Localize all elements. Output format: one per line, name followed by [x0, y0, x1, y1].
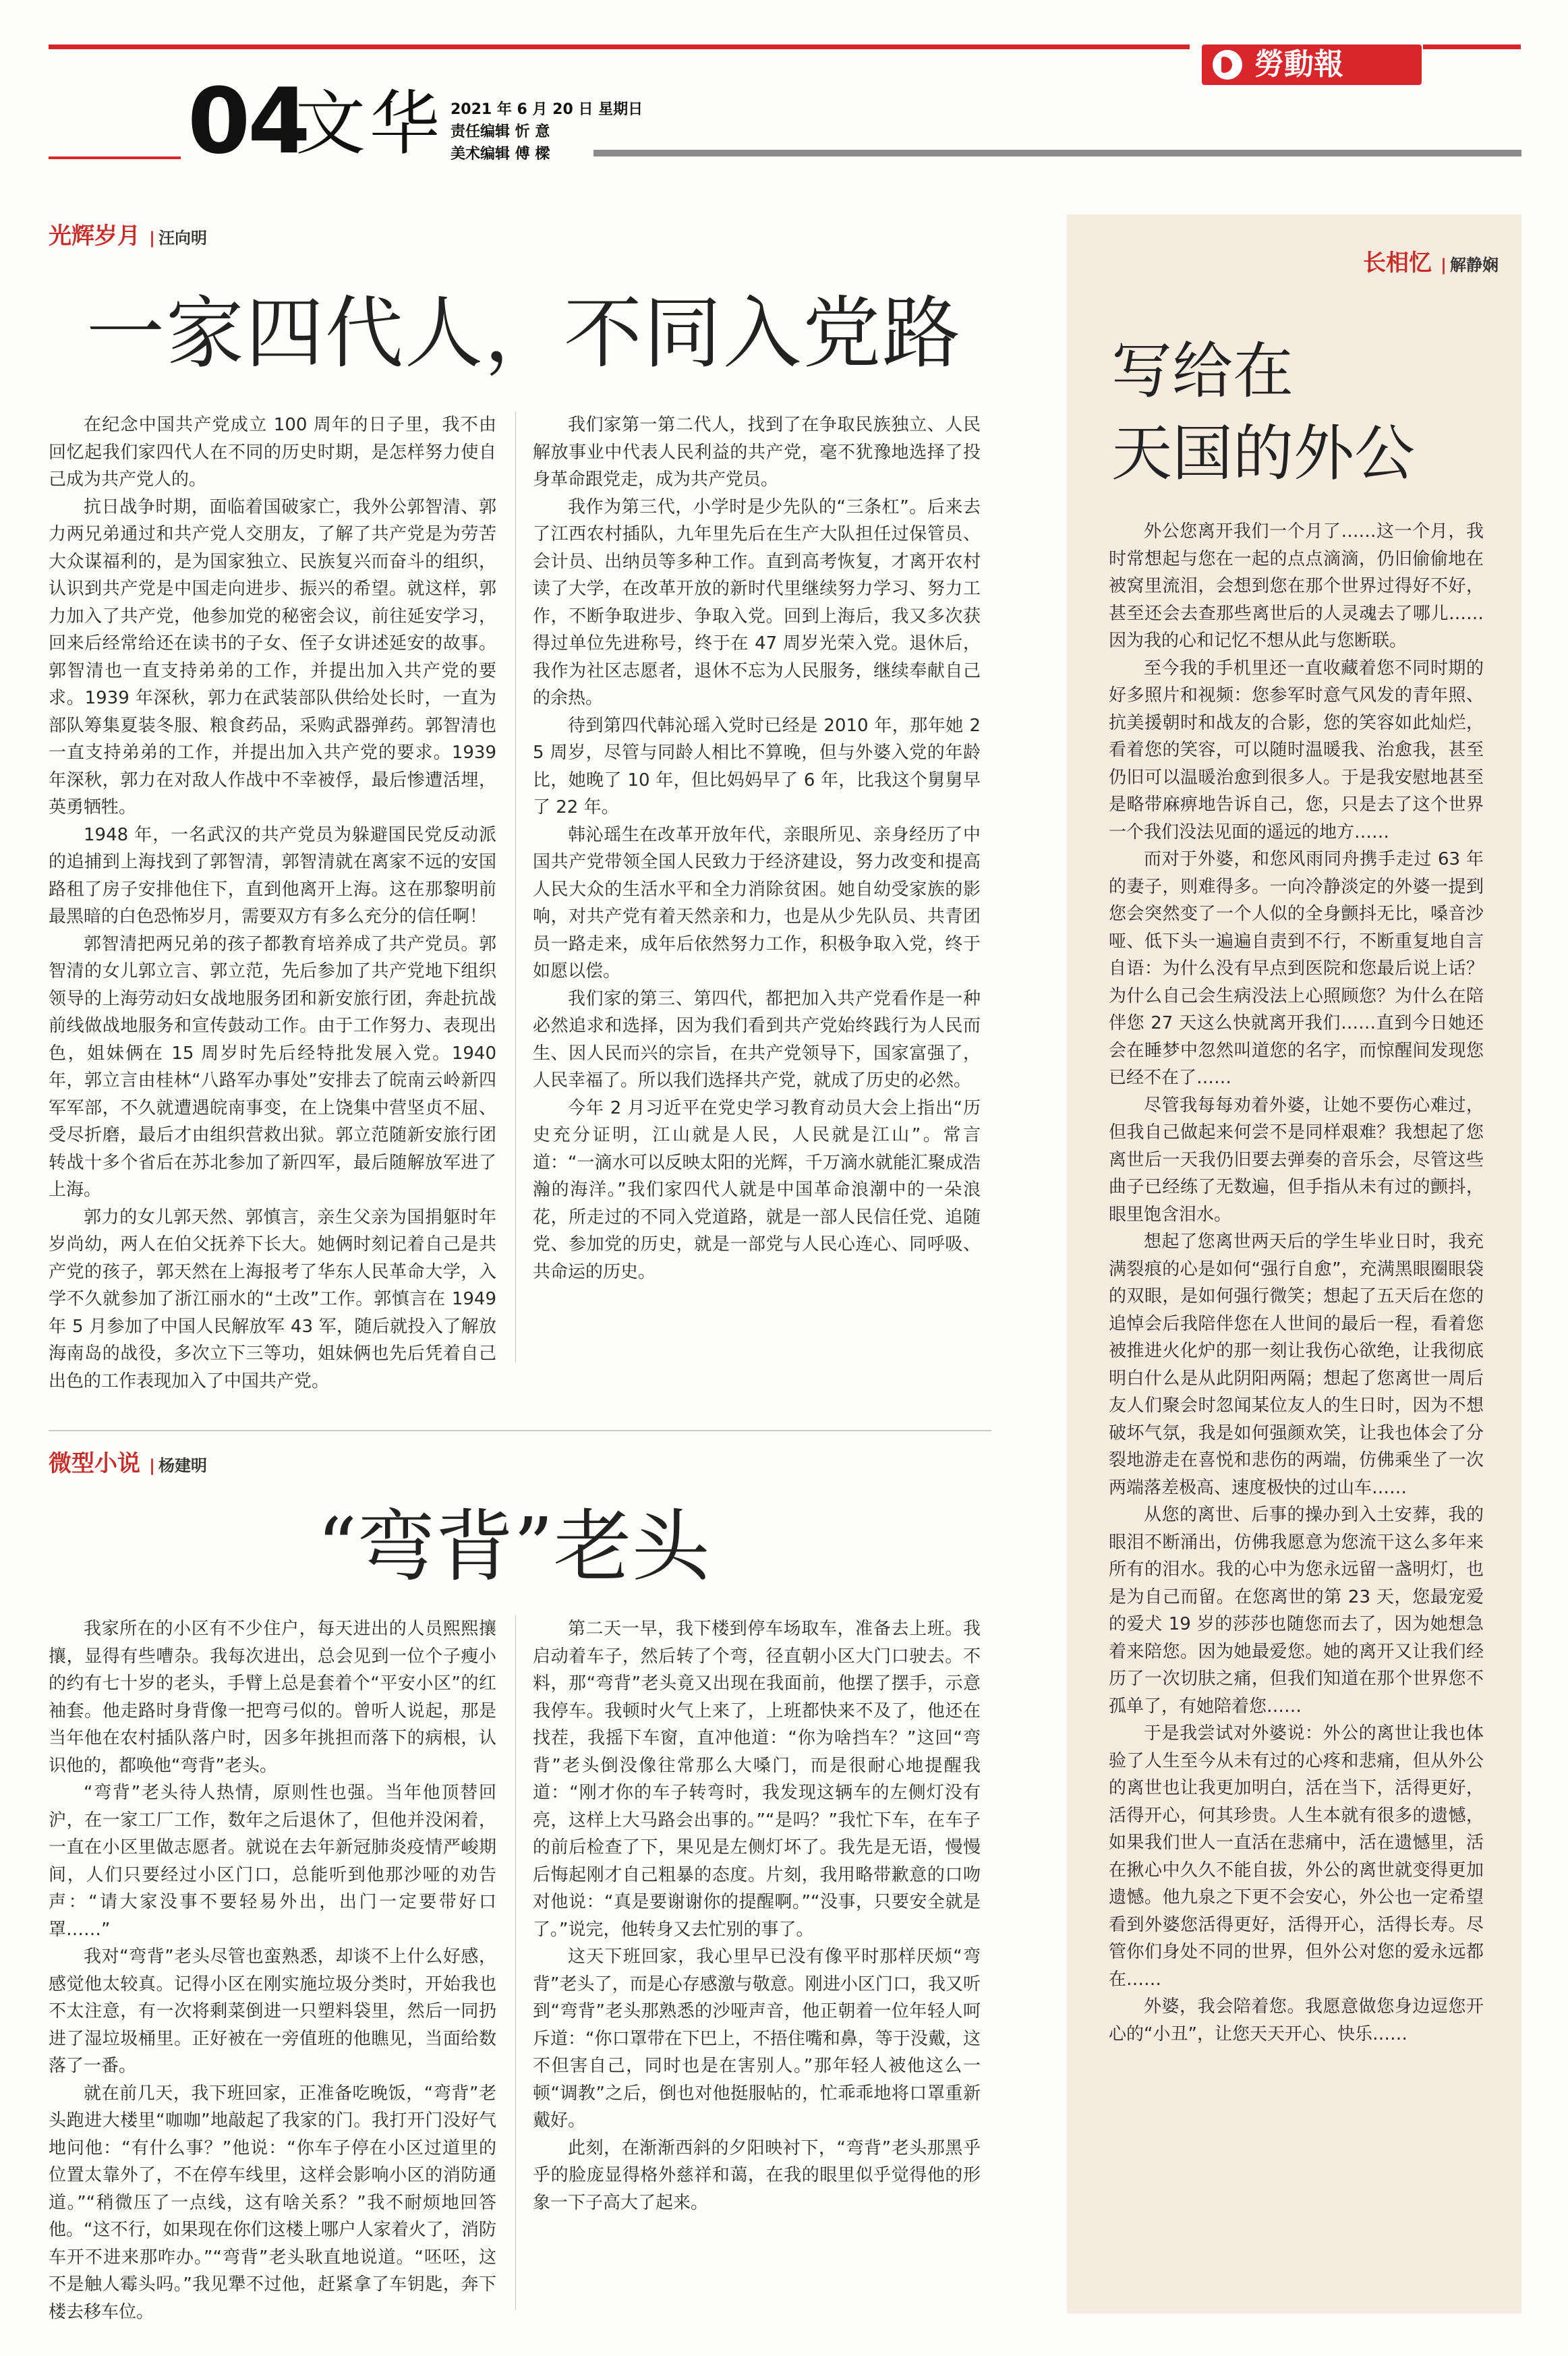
article3-title-line2: 天国的外公 [1111, 418, 1415, 489]
article1-paragraph: 郭力的女儿郭天然、郭慎言，亲生父亲为国捐躯时年岁尚幼，两人在伯父抚养下长大。她俩时刻记着自己是共产党的孩子，郭天然在上海报考了华东人民革命大学，入学不久就参加了浙江丽水的“土改”工作。郭慎言在 1949 年 5 月参加了中国人民解放军 43 军，随后就投入了解放海南岛的战役，多次立下三等功，姐妹俩也先后凭着自己出色的工作表现加入了中国共产党。 [49, 1207, 496, 1391]
article1-paragraph: 1948 年，一名武汉的共产党员为躲避国民党反动派的追捕到上海找到了郭智清，郭智清就在离家不远的安国路租了房子安排他住下，直到他离开上海。这在那黎明前最黑暗的白色恐怖岁月，需要双方有多么充分的信任啊！ [49, 824, 496, 927]
article3-paragraph: 于是我尝试对外婆说：外公的离世让我也体验了人生至今从未有过的心疼和悲痛，但从外公的离世也让我更加明白，活在当下，活得更好，活得开心，何其珍贵。人生本就有很多的遗憾，如果我们世人一直活在悲痛中，活在遗憾里，活在揪心中久久不能自拔，外公的离世就变得更加遗憾。他九泉之下更不会安心，外公也一定希望看到外婆您活得更好，活得开心，活得长寿。尽管你们身处不同的世界，但外公对您的爱永远都在…… [1109, 1723, 1484, 1990]
article1-column-1 [49, 411, 496, 1395]
article3-paragraph: 外公您离开我们一个月了……这一个月，我时常想起与您在一起的点点滴滴，仍旧偷偷地在被窝里流泪，会想到您在那个世界过得好不好，甚至还会去查那些离世后的人灵魂去了哪儿……因为我的心和记忆不想从此与您断联。 [1109, 521, 1484, 651]
article3-column-label: 长相忆 [1363, 250, 1432, 277]
article2-author-name: 杨建明 [158, 1456, 207, 1475]
article1-header [49, 223, 207, 252]
article1-paragraph: 韩沁瑶生在改革开放年代，亲眼所见、亲身经历了中国共产党带领全国人民致力于经济建设，努力改变和提高人民大众的生活水平和全力消除贫困。她自幼受家族的影响，对共产党有着天然亲和力，也是从少先队员、共青团员一路走来，成年后依然努力工作，积极争取入党，终于如愿以偿。 [533, 824, 981, 981]
article1-paragraph: 我们家第一第二代人，找到了在争取民族独立、人民解放事业中代表人民利益的共产党，毫不犹豫地选择了投身革命跟党走，成为共产党员。 [533, 415, 981, 490]
logo-text: 勞動報 [1254, 47, 1343, 82]
article3-title-line1: 写给在 [1111, 336, 1294, 407]
article1-paragraph: 抗日战争时期，面临着国破家亡，我外公郭智清、郭力两兄弟通过和共产党人交朋友，了解了共产党是为劳苦大众谋福利的，是为国家独立、民族复兴而奋斗的组织，认识到共产党是中国走向进步、振兴的希望。就这样，郭力加入了共产党，他参加党的秘密会议，前往延安学习，回来后经常给还在读书的子女、侄子女讲述延安的故事。郭智清也一直支持弟弟的工作，并提出加入共产党的要求。1939 年深秋，郭力在武装部队供给处长时，一直为部队筹集夏装冬服、粮食药品，采购武器弹药。郭智清也一直支持弟弟的工作，并提出加入共产党的要求。1939 年深秋，郭力在对敌人作战中不幸被俘，最后惨遭活埋，英勇牺牲。 [49, 496, 496, 817]
article3-paragraph: 想起了您离世两天后的学生毕业日时，我充满裂痕的心是如何“强行自愈”，充满黑眼圈眼袋的双眼，是如何强行微笑；想起了五天后在您的追悼会后我陪伴您在人世间的最后一程，看着您被推进火化炉的那一刻让我伤心欲绝，让我彻底明白什么是从此阴阳两隔；想起了您离世一周后友人们聚会时忽闻某位友人的生日时，因为不想破坏气氛，我是如何强颜欢笑，让我也体会了分裂地游走在喜悦和悲伤的两端，仿佛乘坐了一次两端落差极高、速度极快的过山车…… [1109, 1232, 1484, 1498]
article1-column-2 [533, 411, 981, 1286]
newspaper-logo [1202, 45, 1422, 85]
section-name: 文华 [295, 82, 444, 165]
logo-mark-icon [1213, 50, 1242, 80]
article2-column-2 [533, 1615, 981, 2216]
article2-header [49, 1450, 207, 1479]
article1-column-label: 光辉岁月 [49, 223, 140, 250]
masthead-top-rule [49, 45, 1190, 49]
article1-title: 一家四代人，不同入党路 [86, 288, 962, 379]
article2-paragraph: 就在前几天，我下班回家，正准备吃晚饭，“弯背”老头跑进大楼里“咖咖”地敲起了我家的门。我打开门没好气地问他：“有什么事？”他说：“你车子停在小区过道里的位置太靠外了，不在停车线里，这样会影响小区的消防通道。”“稍微压了一点线，这有啥关系？”我不耐烦地回答他。“这不行，如果现在你们这楼上哪户人家着火了，消防车开不进来那咋办。”“弯背”老头耿直地说道。“呸呸，这不是触人霉头吗。”我见犟不过他，赶紧拿了车钥匙，奔下楼去移车位。 [49, 2083, 496, 2322]
article1-paragraph: 待到第四代韩沁瑶入党时已经是 2010 年，那年她 25 周岁，尽管与同龄人相比不算晚，但与外婆入党的年龄比，她晚了 10 年，但比妈妈早了 6 年，比我这个舅舅早了 22 年。 [533, 715, 981, 817]
masthead-gray-bar [593, 150, 1521, 156]
edition-date: 2021 年 6 月 20 日 星期日 [451, 101, 643, 118]
article3-paragraph: 外婆，我会陪着您。我愿意做您身边逗您开心的“小丑”，让您天天开心、快乐…… [1109, 1996, 1484, 2044]
article2-title: “弯背”老头 [317, 1501, 710, 1592]
article3-author-separator: | [1441, 256, 1447, 275]
article3-paragraph: 至今我的手机里还一直收藏着您不同时期的好多照片和视频：您参军时意气风发的青年照、抗美援朝时和战友的合影，您的笑容如此灿烂，看着您的笑容，可以随时温暖我、治愈我，甚至仍旧可以温暖治愈到很多人。于是我安慰地甚至是略带麻痹地告诉自己，您，只是去了这个世界一个我们没法见面的遥远的地方…… [1109, 658, 1484, 842]
article2-paragraph: 此刻，在渐渐西斜的夕阳映衬下，“弯背”老头那黑乎乎的脸庞显得格外慈祥和蔼，在我的眼里似乎觉得他的形象一下子高大了起来。 [533, 2137, 981, 2213]
article3-header [1363, 250, 1499, 279]
article1-paragraph: 我们家的第三、第四代，都把加入共产党看作是一种必然追求和选择，因为我们看到共产党始终践行为人民而生、因人民而兴的宗旨，在共产党领导下，国家富强了，人民幸福了。所以我们选择共产党，就成了历史的必然。 [533, 988, 981, 1091]
article3-paragraph: 从您的离世、后事的操办到入土安葬，我的眼泪不断涌出，仿佛我愿意为您流干这么多年来所有的泪水。我的心中为您永远留一盏明灯，也是为自己而留。在您离世的第 23 天，您最宠爱的爱犬 19 岁的莎莎也随您而去了，因为她想急着来陪您。因为她最爱您。她的离开又让我们经历了一次切肤之痛，但我们知道在那个世界您不孤单了，有她陪着您…… [1109, 1505, 1484, 1717]
article1-author: | [149, 229, 155, 248]
art-editor-credit: 美术编辑 傅 樑 [451, 146, 550, 163]
article3-title [1111, 331, 1415, 495]
article1-paragraph: 在纪念中国共产党成立 100 周年的日子里，我不由回忆起我们家四代人在不同的历史时期，是怎样努力使自己成为共产党人的。 [49, 415, 496, 490]
masthead-left-rule [49, 156, 181, 159]
article3-paragraph: 而对于外婆，和您风雨同舟携手走过 63 年的妻子，则难得多。一向冷静淡定的外婆一提到您会突然变了一个人似的全身颤抖无比，嗓音沙哑、低下头一遍遍自责到不行，不断重复地自言自语：为什么没有早点到医院和您最后说上话？为什么自己会生病没法上心照顾您？为什么在陪伴您 27 天这么快就离开我们……直到今日她还会在睡梦中忽然叫道您的名字，而惊醒间发现您已经不在了…… [1109, 849, 1484, 1088]
article2-author-separator: | [149, 1456, 155, 1475]
article2-paragraph: “弯背”老头待人热情，原则性也强。当年他顶替回沪，在一家工厂工作，数年之后退休了，但他并没闲着，一直在小区里做志愿者。就说在去年新冠肺炎疫情严峻期间，人们只要经过小区门口，总能听到他那沙哑的劝告声：“请大家没事不要轻易外出，出门一定要带好口罩……” [49, 1783, 496, 1940]
article2-column-1 [49, 1615, 496, 2326]
memorial-sidebar [1067, 214, 1521, 2314]
article2-paragraph: 我家所在的小区有不少住户，每天进出的人员熙熙攘攘，显得有些嘈杂。我每次进出，总会见到一位个子瘦小的约有七十岁的老头，手臂上总是套着个“平安小区”的红袖套。他走路时身背像一把弯弓似的。曾听人说起，那是当年他在农村插队落户时，因多年挑担而落下的病根，认识他的，都唤他“弯背”老头。 [49, 1619, 496, 1776]
article2-column-label: 微型小说 [49, 1450, 140, 1477]
article1-author-name: 汪向明 [158, 229, 207, 248]
article1-paragraph: 郭智清把两兄弟的孩子都教育培养成了共产党员。郭智清的女儿郭立言、郭立范，先后参加了共产党地下组织领导的上海劳动妇女战地服务团和新安旅行团，奔赴抗战前线做战地服务和宣传鼓动工作。由于工作努力、表现出色，姐妹俩在 15 周岁时先后经特批发展入党。1940 年，郭立言由桂林“八路军办事处”安排去了皖南云岭新四军军部，不久就遭遇皖南事变，在上饶集中营坚贞不屈、受尽折磨，最后才由组织营救出狱。郭立范随新安旅行团转战十多个省后在苏北参加了新四军，最后随解放军进了上海。 [49, 933, 496, 1200]
article1-column-divider [515, 411, 516, 1362]
editor-credit: 责任编辑 忻 意 [451, 123, 550, 140]
article2-paragraph: 这天下班回家，我心里早已没有像平时那样厌烦“弯背”老头了，而是心存感激与敬意。刚进小区门口，我又听到“弯背”老头那熟悉的沙哑声音，他正朝着一位年轻人呵斥道：“你口罩带在下巴上，不捂住嘴和鼻，等于没戴，这不但害自己，同时也是在害别人。”那年轻人被他这么一顿“调教”之后，倒也对他挺服帖的，忙乖乖地将口罩重新戴好。 [533, 1947, 981, 2131]
article2-column-divider [515, 1615, 516, 2310]
article-divider [49, 1430, 991, 1431]
article3-paragraph: 尽管我每每劝着外婆，让她不要伤心难过，但我自己做起来何尝不是同样艰难？我想起了您离世后一天我仍旧要去弹奏的音乐会，尽管这些曲子已经练了无数遍，但手指从未有过的颤抖，眼里饱含泪水。 [1109, 1095, 1484, 1225]
article2-paragraph: 第二天一早，我下楼到停车场取车，准备去上班。我启动着车子，然后转了个弯，径直朝小区大门口驶去。不料，那“弯背”老头竟又出现在我面前，他摆了摆手，示意我停车。我顿时火气上来了，上班都快来不及了，他还在找茬，我摇下车窗，直冲他道：“你为啥挡车？”这回“弯背”老头倒没像往常那么大嗓门，而是很耐心地提醒我道：“刚才你的车子转弯时，我发现这辆车的左侧灯没有亮，这样上大马路会出事的。”“是吗？”我忙下车，在车子的前后检查了下，果见是左侧灯坏了。我先是无语，慢慢后悔起刚才自己粗暴的态度。片刻，我用略带歉意的口吻对他说：“真是要谢谢你的提醒啊。”“没事，只要安全就是了。”说完，他转身又去忙别的事了。 [533, 1619, 981, 1940]
article1-paragraph: 我作为第三代，小学时是少先队的“三条杠”。后来去了江西农村插队，九年里先后在生产大队担任过保管员、会计员、出纳员等多种工作。直到高考恢复，才离开农村读了大学，在改革开放的新时代里继续努力学习、努力工作，不断争取进步、争取入党。回到上海后，我又多次获得过单位先进称号，终于在 47 周岁光荣入党。退休后，我作为社区志愿者，退休不忘为人民服务，继续奉献自己的余热。 [533, 496, 981, 708]
article2-paragraph: 我对“弯背”老头尽管也蛮熟悉，却谈不上什么好感，感觉他太较真。记得小区在刚实施垃圾分类时，开始我也不太注意，有一次将剩菜倒进一只塑料袋里，然后一同扔进了湿垃圾桶里。正好被在一旁值班的他瞧见，当面给数落了一番。 [49, 1947, 496, 2076]
article3-author-name: 解静娴 [1450, 256, 1499, 275]
page-number: 04 [187, 69, 308, 174]
article1-paragraph: 今年 2 月习近平在党史学习教育动员大会上指出“历史充分证明，江山就是人民，人民就是江山”。常言道：“一滴水可以反映太阳的光辉，千万滴水就能汇聚成浩瀚的海洋。”我们家四代人就是中国革命浪潮中的一朵浪花，所走过的不同入党道路，就是一部人民信任党、追随党、参加党的历史，就是一部党与人民心连心、同呼吸、共命运的历史。 [533, 1097, 981, 1282]
masthead-top-rule-right [1423, 45, 1521, 49]
article3-body [1109, 518, 1484, 2048]
